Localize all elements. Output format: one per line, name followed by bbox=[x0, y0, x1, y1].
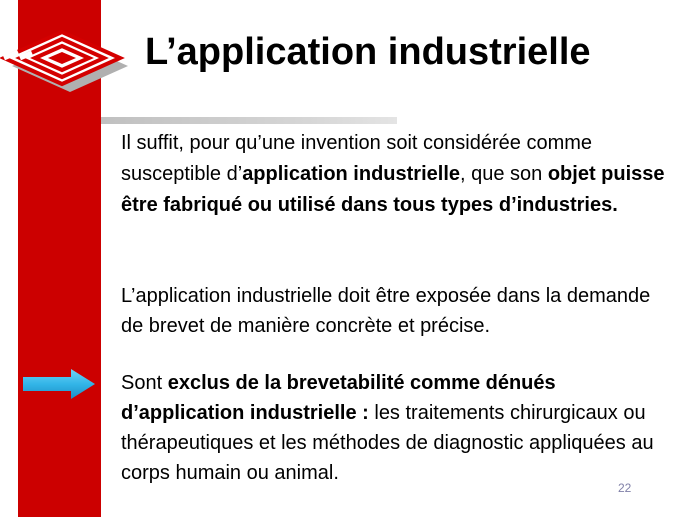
paragraph-exclusions-text-2: les traitements chirurgicaux ou thérapeutiques et les méthodes de diagnostic appliquées au corps humain ou animal. bbox=[121, 402, 654, 484]
spiral-logo-icon bbox=[0, 18, 132, 100]
paragraph-definition-bold-2: objet puisse être fabriqué ou utilisé dans tous types d’industries. bbox=[121, 163, 665, 216]
paragraph-exclusions-text-1: Sont bbox=[121, 372, 168, 394]
paragraph-exposition: L’application industrielle doit être exposée dans la demande de brevet de manière concrète et précise. bbox=[121, 285, 651, 337]
paragraph-definition bbox=[121, 128, 671, 221]
paragraph-exclusions-bold: exclus de la brevetabilité comme dénués d’application industrielle : bbox=[121, 372, 556, 424]
paragraph-definition-bold-1: application industrielle bbox=[242, 163, 460, 185]
paragraph-definition-text-1: Il suffit, pour qu’une invention soit considérée comme susceptible d’ bbox=[121, 132, 593, 185]
slide-title: L’application industrielle bbox=[145, 31, 591, 73]
right-arrow-icon bbox=[21, 367, 97, 401]
paragraph-exclusions bbox=[121, 368, 671, 488]
page-number: 22 bbox=[618, 481, 632, 495]
title-underline-divider bbox=[101, 117, 397, 124]
paragraph-definition-text-2: , que son bbox=[460, 163, 548, 185]
